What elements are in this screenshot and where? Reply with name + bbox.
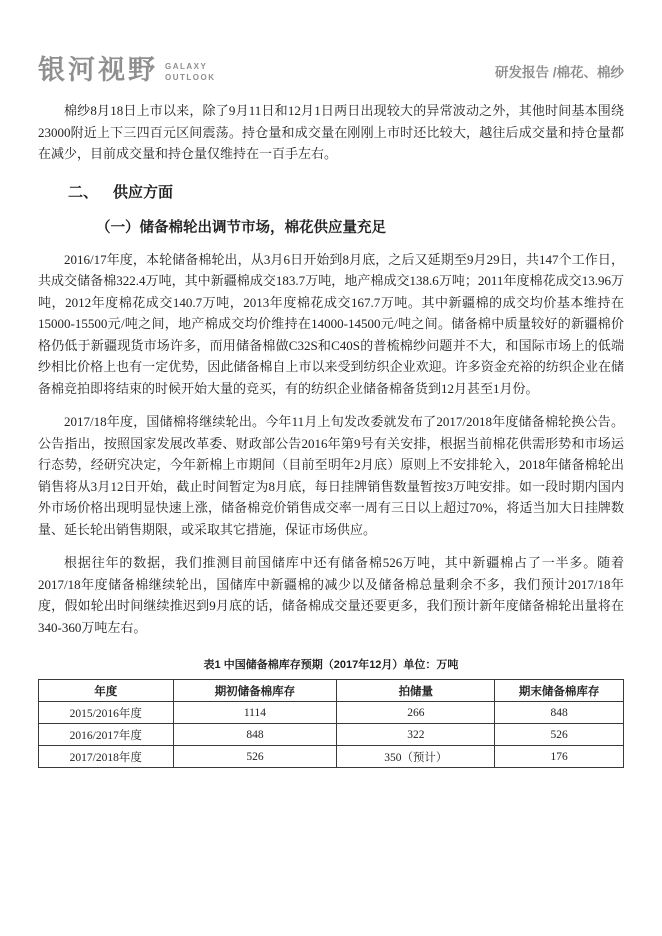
page-header — [38, 36, 624, 84]
logo-en-line2: OUTLOOK — [165, 72, 216, 82]
logo-en-line1: GALAXY — [165, 61, 208, 71]
table-cell: 848 — [173, 724, 337, 746]
table-cell: 526 — [495, 724, 624, 746]
table-header-cell-beginning-stock: 期初储备棉库存 — [173, 680, 337, 702]
table-row — [39, 702, 624, 724]
report-type-label: 研发报告 /棉花、棉纱 — [494, 65, 624, 80]
table-header-cell-ending-stock: 期末储备棉库存 — [495, 680, 624, 702]
table-cell: 526 — [173, 746, 337, 768]
table-cell: 322 — [337, 724, 495, 746]
body-paragraph-4: 根据往年的数据，我们推测目前国储库中还有储备棉526万吨，其中新疆棉占了一半多。随着2017/18年度储备棉继续轮出，国储库中新疆棉的减少以及储备棉总量剩余不多，我们预计2017/18年度，假如轮出时间继续推迟到9月底的话，储备棉成交量还要更多，我们预计新年度储备棉轮出量将在340-360万吨左右。 — [38, 555, 624, 635]
logo-chinese-text: 银河视野 — [38, 55, 158, 85]
body-paragraph-1: 棉纱8月18日上市以来，除了9月11日和12月1日两日出现较大的异常波动之外，其他时间基本围绕23000附近上下三四百元区间震荡。持仓量和成交量在刚刚上市时还比较大，越往后成交量和持仓量都在减少，目前成交量和持仓量仅维持在一百手左右。 — [38, 103, 624, 161]
table-cell: 2016/2017年度 — [39, 724, 174, 746]
table-row — [39, 724, 624, 746]
logo-english-text — [165, 58, 216, 84]
body-paragraph-3: 2017/18年度，国储棉将继续轮出。今年11月上旬发改委就发布了2017/2018年度储备棉轮换公告。公告指出，按照国家发展改革委、财政部公告2016年第9号有关安排，根据当前棉花供需形势和市场运行态势，经研究决定，今年新棉上市期间（目前至明年2月底）原则上不安排轮入，2018年储备棉轮出销售将从3月12日开始，截止时间暂定为8月底，每日挂牌销售数量暂按3万吨安排。如一段时期内国内外市场价格出现明显快速上涨，储备棉竞价销售成交率一周有三日以上超过70%，将适当加大日挂牌数量、延长轮出销售期限，或采取其它措施，保证市场供应。 — [38, 414, 624, 537]
subsection-heading-reserve-rotation: （一）储备棉轮出调节市场，棉花供应量充足 — [96, 219, 386, 236]
table-cell: 1114 — [173, 702, 337, 724]
table-cell: 350（预计） — [337, 746, 495, 768]
table-cell: 2017/2018年度 — [39, 746, 174, 768]
table-cell: 266 — [337, 702, 495, 724]
table-header-cell-auction-volume: 拍储量 — [337, 680, 495, 702]
table-cell: 176 — [495, 746, 624, 768]
table-title: 表1 中国储备棉库存预期（2017年12月）单位：万吨 — [203, 659, 459, 671]
table-cell: 2015/2016年度 — [39, 702, 174, 724]
galaxy-outlook-logo — [38, 57, 216, 84]
table-cell: 848 — [495, 702, 624, 724]
table-header-row — [39, 680, 624, 702]
section-heading-supply: 二、 供应方面 — [68, 184, 174, 201]
table-header-cell-year: 年度 — [39, 680, 174, 702]
table-row — [39, 746, 624, 768]
body-paragraph-2: 2016/17年度，本轮储备棉轮出，从3月6日开始到8月底，之后又延期至9月29日，共147个工作日，共成交储备棉322.4万吨，其中新疆棉成交183.7万吨，地产棉成交138.6万吨；2011年度棉花成交13.96万吨，2012年度棉花成交140.7万吨，2013年度棉花成交167.7万吨。其中新疆棉的成交均价基本维持在15000-15500元/吨之间，地产棉成交均价维持在14000-14500元/吨之间。储备棉中质量较好的新疆棉价格仍低于新疆现货市场许多，而用储备棉做C32S和C40S的普梳棉纱问题并不大，和国际市场上的低端纱相比价格上也有一定优势，因此储备棉自上市以来受到纺织企业欢迎。许多资金充裕的纺织企业在储备棉竞拍即将结束的时候开始大量的竞买，有的纺织企业储备棉备货到12月甚至1月份。 — [38, 251, 624, 396]
reserve-cotton-table — [38, 679, 624, 768]
